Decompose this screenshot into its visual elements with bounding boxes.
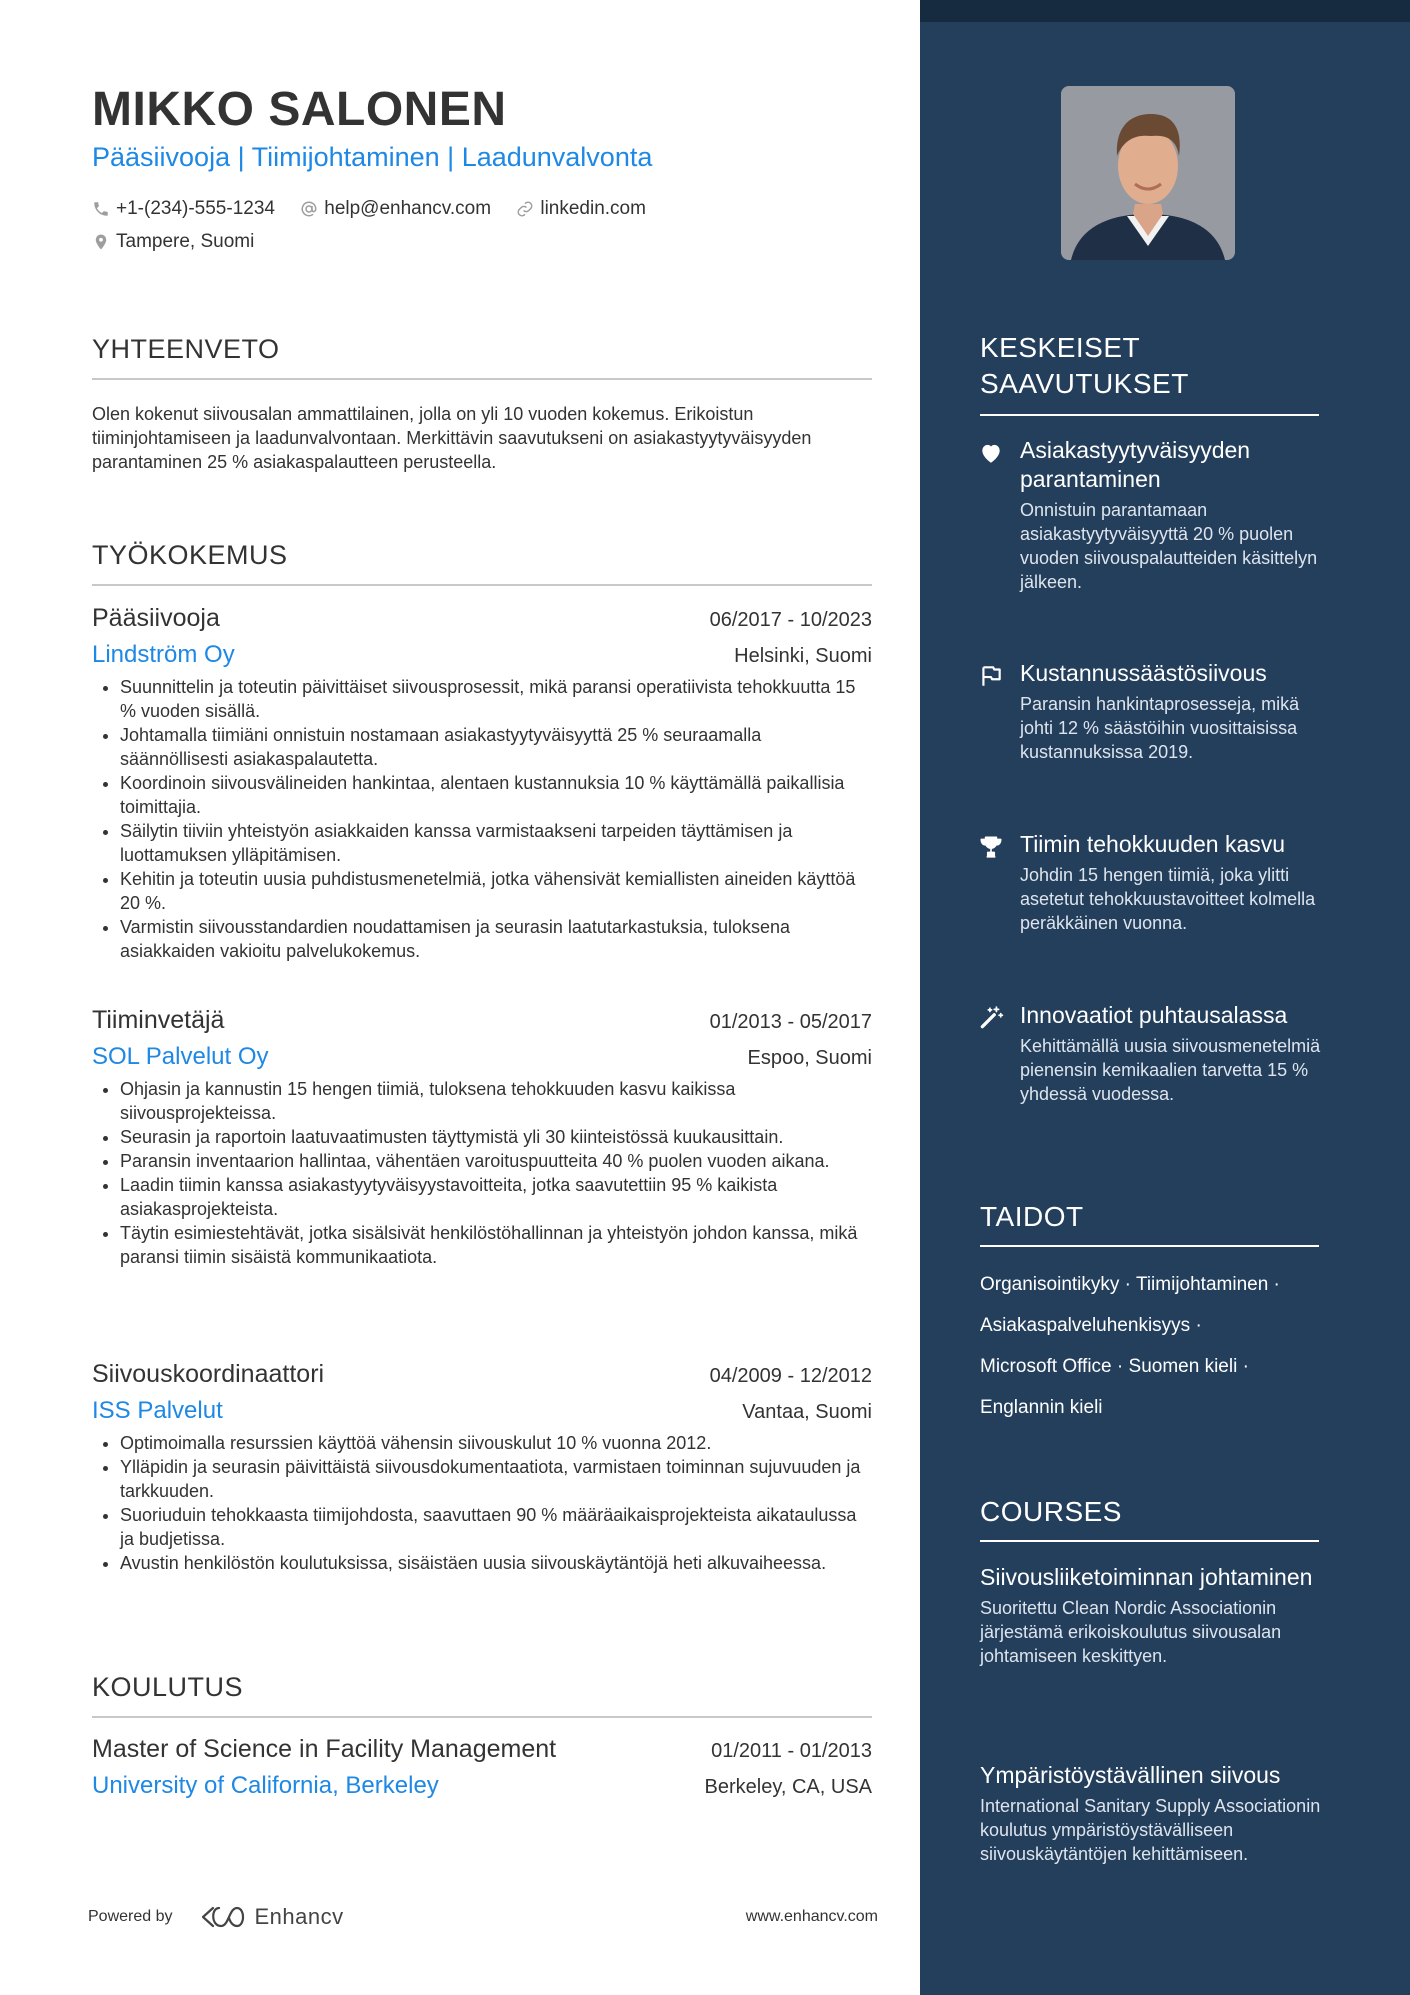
list-item: • Avustin henkilöstön koulutuksissa, sisäistäen uusia siivouskäytäntöjä heti alkuvaiheessa.: [120, 1551, 872, 1575]
course-text: Suoritettu Clean Nordic Associationin järjestämä erikoiskoulutus siivousalan johtamiseen keskittyen.: [980, 1598, 1282, 1666]
job-title: Siivouskoordinaattori: [92, 1360, 325, 1388]
job-dates: 01/2013 - 05/2017: [709, 1011, 872, 1033]
location-row: [92, 229, 274, 258]
list-item: • Varmistin siivousstandardien noudattamisen ja seurasin laatutarkastuksia, tuloksena asiakkaiden vakioitu palvelukokemus.: [120, 915, 872, 963]
skill-separator: ·: [1111, 1356, 1129, 1377]
skill-tag: Suomen kieli: [1128, 1356, 1238, 1377]
linkedin-text: linkedin.com: [540, 198, 646, 219]
education-divider: [92, 1716, 872, 1718]
achievement-text: Kehittämällä uusia siivousmenetelmiä pienensin kemikaalien tarvetta 15 % yhdessä vuodessa.: [1020, 1036, 1321, 1104]
map-pin-icon: [92, 232, 110, 252]
linkedin-contact[interactable]: [516, 196, 646, 222]
job-dates: 06/2017 - 10/2023: [709, 609, 872, 631]
brand-logo[interactable]: [199, 1904, 344, 1930]
footer: [88, 1902, 878, 1932]
list-item: • Optimoimalla resurssien käyttöä vähensin siivouskulut 10 % vuonna 2012.: [120, 1431, 872, 1455]
brand-name: Enhancv: [254, 1904, 344, 1929]
candidate-tagline: Pääsiivooja | Tiimijohtaminen | Laadunvalvonta: [92, 142, 653, 172]
achievement-text: Johdin 15 hengen tiimiä, joka ylitti asetetut tehokkuustavoitteet kolmella peräkkäinen vuonna.: [1020, 865, 1316, 933]
job-bullets: [92, 675, 872, 963]
avatar: [1061, 86, 1235, 260]
skill-separator: ·: [1268, 1274, 1280, 1295]
magic-wand-icon: [978, 1005, 1004, 1031]
skills-divider: [980, 1245, 1319, 1247]
achievement-item: [978, 830, 1323, 935]
phone-icon: [92, 200, 110, 218]
job-entry: [92, 1360, 872, 1575]
list-item: • Suoriuduin tehokkaasta tiimijohdosta, saavuttaen 90 % määräaikaisprojekteista aikataulussa ja budjetissa.: [120, 1503, 872, 1551]
achievement-title: Kustannussäästösiivous: [1020, 660, 1267, 686]
degree-title: Master of Science in Facility Management: [92, 1735, 557, 1763]
enhancv-logo-icon: [199, 1904, 247, 1930]
email-text: help@enhancv.com: [324, 198, 492, 219]
flag-icon: [978, 663, 1004, 689]
list-item: • Paransin inventaarion hallintaa, vähentäen varoituspuutteita 40 % puolen vuoden aikana.: [120, 1149, 872, 1173]
job-location: Espoo, Suomi: [747, 1047, 872, 1069]
achievement-text: Onnistuin parantamaan asiakastyytyväisyyttä 20 % puolen vuoden siivouspalautteiden käsittelyn jälkeen.: [1020, 500, 1318, 592]
job-company: SOL Palvelut Oy: [92, 1043, 269, 1070]
skill-separator: ·: [1119, 1274, 1136, 1295]
course-title: Ympäristöystävällinen siivous: [980, 1762, 1281, 1788]
contact-row: [92, 196, 666, 224]
job-bullets: [92, 1431, 872, 1575]
course-title: Siivousliiketoiminnan johtaminen: [980, 1564, 1313, 1590]
achievement-item: [978, 436, 1323, 594]
location-contact: [92, 229, 254, 255]
footer-url[interactable]: www.enhancv.com: [745, 1908, 878, 1925]
skill-separator: ·: [1237, 1356, 1249, 1377]
email-contact[interactable]: [300, 196, 491, 222]
education-entry: [92, 1735, 872, 1800]
skill-separator: ·: [1190, 1315, 1202, 1336]
profile-photo: [1061, 86, 1235, 260]
list-item: • Seurasin ja raportoin laatuvaatimusten täyttymistä yli 30 kiinteistössä kuukausittain.: [120, 1125, 872, 1149]
job-company: ISS Palvelut: [92, 1397, 223, 1424]
job-entry: [92, 604, 872, 963]
job-location: Vantaa, Suomi: [742, 1401, 872, 1423]
sidebar-top-bar: [920, 0, 1410, 22]
education-dates: 01/2011 - 01/2013: [711, 1740, 872, 1762]
list-item: • Suunnittelin ja toteutin päivittäiset siivousprosessit, mikä paransi operatiivista tehokkuutta 15 % vuoden sisällä.: [120, 675, 872, 723]
achievement-title: Innovaatiot puhtausalassa: [1020, 1002, 1288, 1028]
at-icon: [300, 200, 318, 218]
link-icon: [516, 200, 534, 218]
courses-divider: [980, 1540, 1319, 1542]
job-bullets: [92, 1077, 872, 1269]
experience-heading: TYÖKOKEMUS: [92, 540, 288, 570]
course-text: International Sanitary Supply Associationin koulutus ympäristöystävälliseen siivouskäytäntöjen kehittämiseen.: [980, 1796, 1321, 1864]
phone-contact[interactable]: [92, 196, 275, 222]
list-item: • Johtamalla tiimiäni onnistuin nostamaan asiakastyytyväisyyttä 25 % seuraamalla säännöllisesti asiakaspalautetta.: [120, 723, 872, 771]
sidebar: [920, 0, 1410, 1995]
achievement-item: [978, 1001, 1323, 1106]
courses-heading: COURSES: [980, 1496, 1122, 1527]
job-dates: 04/2009 - 12/2012: [709, 1365, 872, 1387]
achievements-divider: [980, 414, 1319, 416]
candidate-name: MIKKO SALONEN: [92, 83, 507, 136]
course-item: [980, 1761, 1325, 1866]
achievement-item: [978, 659, 1323, 764]
achievement-title: Tiimin tehokkuuden kasvu: [1020, 831, 1286, 857]
summary-divider: [92, 378, 872, 380]
skill-tag: Organisointikyky: [980, 1274, 1120, 1295]
course-item: [980, 1563, 1325, 1668]
list-item: • Säilytin tiiviin yhteistyön asiakkaiden kanssa varmistaakseni tarpeiden täyttämisen ja luottamuksen ylläpitämisen.: [120, 819, 872, 867]
skills-list: [980, 1264, 1325, 1428]
achievements-heading: KESKEISET SAAVUTUKSET: [980, 332, 1189, 399]
achievement-title: Asiakastyytyväisyyden parantaminen: [1020, 437, 1251, 492]
job-entry: [92, 1006, 872, 1269]
list-item: • Ylläpidin ja seurasin päivittäistä siivousdokumentaatiota, varmistaen toiminnan sujuvuuden ja tarkkuuden.: [120, 1455, 872, 1503]
list-item: • Laadin tiimin kanssa asiakastyytyväisyystavoitteita, jotka saavutettiin 95 % kaikista asiakasprojekteista.: [120, 1173, 872, 1221]
skill-tag: Microsoft Office: [980, 1356, 1112, 1377]
phone-text: +1-(234)-555-1234: [116, 198, 275, 219]
powered-by-text: Powered by: [88, 1908, 173, 1925]
school-name: University of California, Berkeley: [92, 1772, 439, 1799]
job-location: Helsinki, Suomi: [734, 645, 872, 667]
education-heading: KOULUTUS: [92, 1672, 244, 1702]
trophy-icon: [978, 834, 1004, 860]
experience-divider: [92, 584, 872, 586]
job-company: Lindström Oy: [92, 641, 235, 668]
list-item: • Kehitin ja toteutin uusia puhdistusmenetelmiä, jotka vähensivät kemiallisten aineiden käyttöä 20 %.: [120, 867, 872, 915]
job-title: Pääsiivooja: [92, 604, 220, 632]
skills-heading: TAIDOT: [980, 1201, 1084, 1232]
location-text: Tampere, Suomi: [116, 231, 255, 252]
job-title: Tiiminvetäjä: [92, 1006, 225, 1034]
summary-text: Olen kokenut siivousalan ammattilainen, jolla on yli 10 vuoden kokemus. Erikoistun tiiminjohtamiseen ja laadunvalvontaan. Merkittävin saavutukseni on asiakastyytyväisyyden parantaminen 25 % asiakaspalautteen perusteella.: [92, 404, 812, 472]
summary-heading: YHTEENVETO: [92, 334, 280, 364]
list-item: • Ohjasin ja kannustin 15 hengen tiimiä, tuloksena tehokkuuden kasvu kaikissa siivousprojekteissa.: [120, 1077, 872, 1125]
skill-tag: Asiakaspalveluhenkisyys: [980, 1315, 1191, 1336]
list-item: • Koordinoin siivousvälineiden hankintaa, alentaen kustannuksia 10 % käyttämällä paikallisia toimittajia.: [120, 771, 872, 819]
heart-icon: [978, 440, 1004, 466]
achievement-text: Paransin hankintaprosesseja, mikä johti 12 % säästöihin vuosittaisissa kustannuksissa 2019.: [1020, 694, 1300, 762]
skill-tag: Englannin kieli: [980, 1397, 1103, 1418]
list-item: • Täytin esimiestehtävät, jotka sisälsivät henkilöstöhallinnan ja yhteistyön johdon kanssa, mikä paransi tiimin sisäistä kommunikaatiota.: [120, 1221, 872, 1269]
skill-tag: Tiimijohtaminen: [1135, 1274, 1269, 1295]
education-location: Berkeley, CA, USA: [704, 1776, 872, 1798]
